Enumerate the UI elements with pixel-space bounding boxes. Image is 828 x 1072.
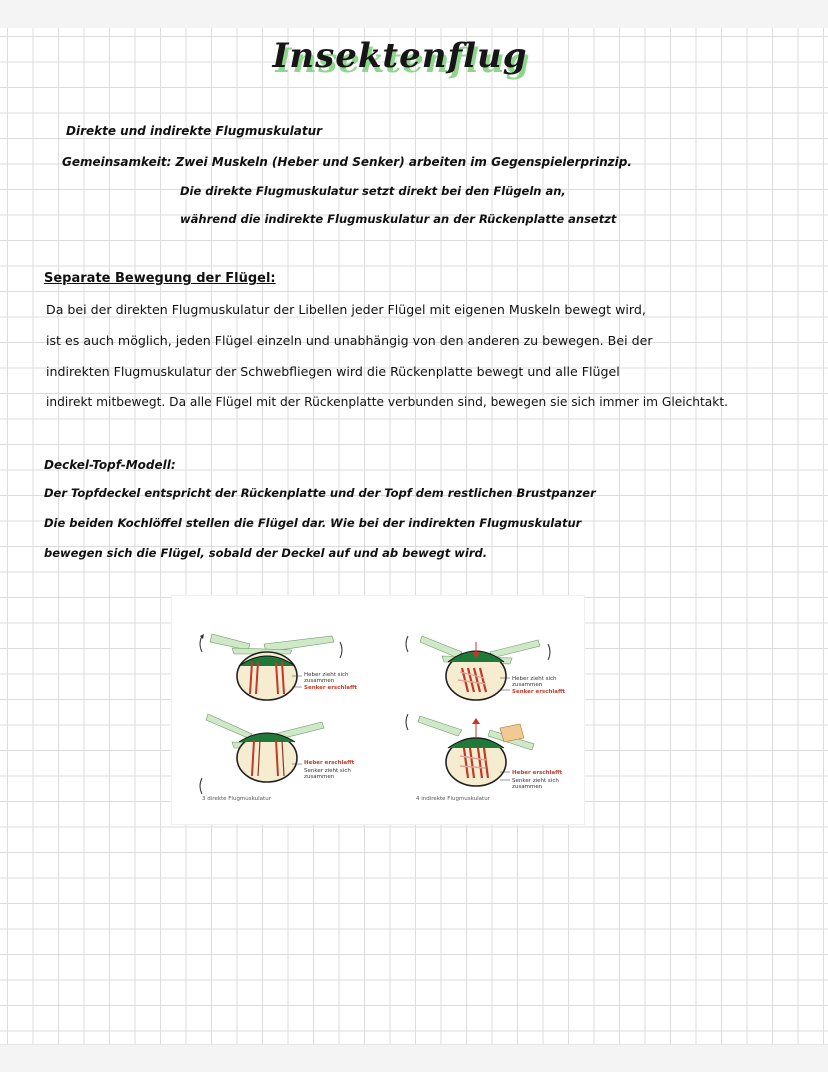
separate-heading: Separate Bewegung der Flügel: xyxy=(44,271,276,286)
direct-top-label-3: Senker erschlafft xyxy=(304,685,358,691)
muscles-heading: Direkte und indirekte Flugmuskulatur xyxy=(66,124,323,138)
indirect-bottom-diagram xyxy=(406,714,563,802)
separate-line-1: Da bei der direkten Flugmuskulatur der Libellen jeder Flügel mit eigenen Muskeln bewegt wird, xyxy=(46,302,646,317)
indirect-top-diagram xyxy=(406,636,565,700)
direct-caption: 3 direkte Flugmuskulatur xyxy=(202,796,271,802)
model-line-3: bewegen sich die Flügel, sobald der Deckel auf und ab bewegt wird. xyxy=(44,546,488,560)
separate-line-4: indirekt mitbewegt. Da alle Flügel mit der Rückenplatte verbunden sind, bewegen sie sich immer im Gleichtakt. xyxy=(46,395,728,409)
indirect-top-label-1: Heber zieht sich xyxy=(512,676,557,682)
direct-top-label-2: zusammen xyxy=(304,678,335,684)
indirect-top-label-2: zusammen xyxy=(512,682,543,688)
indirect-bottom-label-1: Heber erschlafft xyxy=(512,770,563,776)
indirect-top-label-3: Senker erschlafft xyxy=(512,689,566,695)
indirect-bottom-label-2: Senker zieht sich xyxy=(512,778,559,784)
direct-top-label-1: Heber zieht sich xyxy=(304,672,349,678)
figure-svg xyxy=(172,596,584,824)
model-line-1: Der Topfdeckel entspricht der Rückenplatte und der Topf dem restlichen Brustpanzer xyxy=(44,486,596,500)
separate-line-2: ist es auch möglich, jeden Flügel einzeln und unabhängig von den anderen zu bewegen. Bei der xyxy=(46,333,653,348)
page-title: Insektenflug xyxy=(272,36,528,76)
separate-line-3: indirekten Flugmuskulatur der Schwebfliegen wird die Rückenplatte bewegt und alle Flügel xyxy=(46,364,620,379)
grid-paper-page xyxy=(0,28,828,1044)
model-line-2: Die beiden Kochlöffel stellen die Flügel dar. Wie bei der indirekten Flugmuskulatur xyxy=(44,516,582,530)
muscles-line-3: während die indirekte Flugmuskulatur an der Rückenplatte ansetzt xyxy=(180,212,617,226)
bottom-bar xyxy=(0,1044,828,1072)
muscles-line-1: Gemeinsamkeit: Zwei Muskeln (Heber und Senker) arbeiten im Gegenspielerprinzip. xyxy=(62,155,632,169)
top-bar xyxy=(0,0,828,29)
muscles-line-2: Die direkte Flugmuskulatur setzt direkt bei den Flügeln an, xyxy=(180,184,566,198)
indirect-caption: 4 indirekte Flugmuskulatur xyxy=(416,796,490,802)
flight-muscle-figure xyxy=(172,596,584,824)
model-heading: Deckel-Topf-Modell: xyxy=(44,458,176,472)
direct-top-diagram xyxy=(200,634,357,700)
direct-bottom-label-1: Heber erschlafft xyxy=(304,760,355,766)
direct-bottom-label-2: Senker zieht sich xyxy=(304,768,351,774)
direct-bottom-label-3: zusammen xyxy=(304,774,335,780)
direct-bottom-diagram xyxy=(200,714,355,802)
indirect-bottom-label-3: zusammen xyxy=(512,784,543,790)
